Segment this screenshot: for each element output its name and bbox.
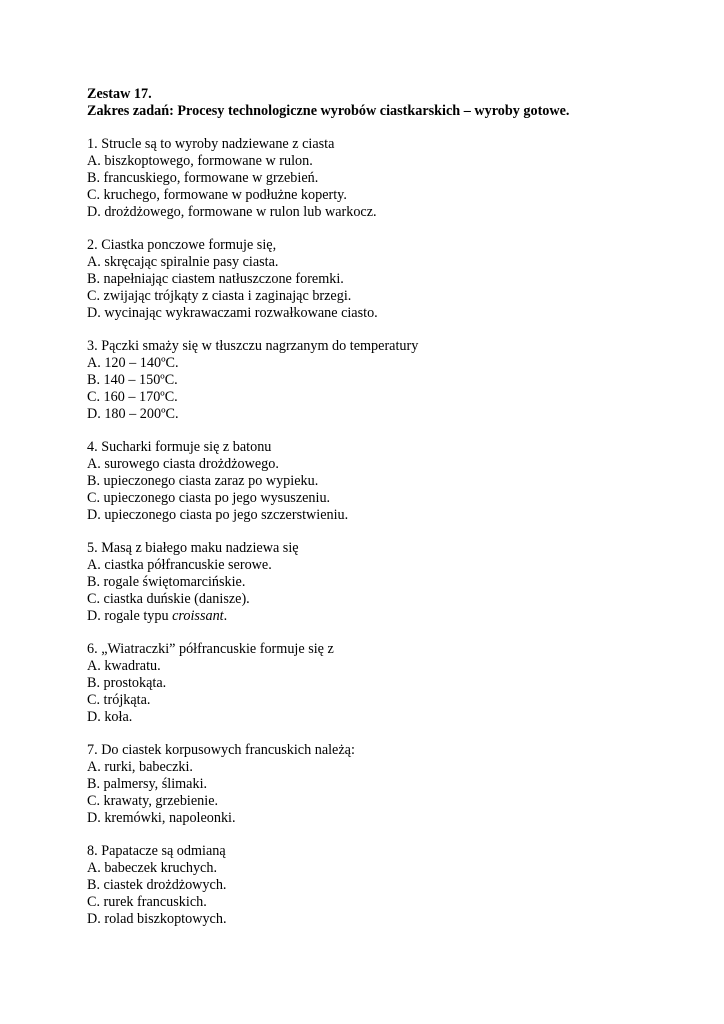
question-stem: 3. Pączki smaży się w tłuszczu nagrzanym do temperatury — [87, 338, 419, 354]
answer-option-b: B. ciastek drożdżowych. — [87, 877, 227, 893]
answer-option-b: B. rogale świętomarcińskie. — [87, 574, 246, 590]
answer-option-c: C. zwijając trójkąty z ciasta i zaginając brzegi. — [87, 288, 352, 304]
answer-option-b: B. 140 – 150ºC. — [87, 372, 178, 388]
answer-option-c: C. 160 – 170ºC. — [87, 389, 178, 405]
answer-option-d-text: D. rogale typu — [87, 608, 173, 624]
question-5 — [87, 540, 687, 625]
question-stem: 8. Papatacze są odmianą — [87, 843, 226, 859]
answer-option-c: C. kruchego, formowane w podłużne koperty. — [87, 187, 347, 203]
answer-option-b: B. palmersy, ślimaki. — [87, 776, 208, 792]
question-stem: 7. Do ciastek korpusowych francuskich należą: — [87, 742, 355, 758]
answer-option-a: A. surowego ciasta drożdżowego. — [87, 456, 279, 472]
answer-option-a: A. 120 – 140ºC. — [87, 355, 179, 371]
question-stem: 6. „Wiatraczki” półfrancuskie formuje się z — [87, 641, 334, 657]
question-stem: 5. Masą z białego maku nadziewa się — [87, 540, 299, 556]
question-1 — [87, 136, 687, 221]
answer-option-a: A. babeczek kruchych. — [87, 860, 217, 876]
answer-option-c: C. krawaty, grzebienie. — [87, 793, 219, 809]
answer-option-c: C. rurek francuskich. — [87, 894, 207, 910]
answer-option-a: A. kwadratu. — [87, 658, 161, 674]
answer-option-b: B. prostokąta. — [87, 675, 167, 691]
question-4 — [87, 439, 687, 524]
answer-option-d: D. 180 – 200ºC. — [87, 406, 179, 422]
scope-heading: Zakres zadań: Procesy technologiczne wyrobów ciastkarskich – wyroby gotowe. — [87, 103, 570, 119]
question-2 — [87, 237, 687, 322]
option-end-period: . — [223, 608, 228, 624]
answer-option-a: A. biszkoptowego, formowane w rulon. — [87, 153, 313, 169]
question-7 — [87, 742, 687, 827]
answer-option-d: D. upieczonego ciasta po jego szczerstwieniu. — [87, 507, 349, 523]
answer-option-d: D. kremówki, napoleonki. — [87, 810, 236, 826]
question-stem: 1. Strucle są to wyroby nadziewane z ciasta — [87, 136, 335, 152]
answer-option-d: D. wycinając wykrawaczami rozwałkowane ciasto. — [87, 305, 378, 321]
answer-option-c: C. trójkąta. — [87, 692, 151, 708]
question-3 — [87, 338, 687, 423]
italic-term: croissant — [172, 608, 224, 624]
answer-option-c: C. upieczonego ciasta po jego wysuszeniu. — [87, 490, 331, 506]
answer-option-c: C. ciastka duńskie (danisze). — [87, 591, 250, 607]
question-6 — [87, 641, 687, 726]
answer-option-b: B. napełniając ciastem natłuszczone foremki. — [87, 271, 344, 287]
question-8 — [87, 843, 687, 928]
document-page — [87, 86, 687, 928]
answer-option-d: D. drożdżowego, formowane w rulon lub warkocz. — [87, 204, 377, 220]
answer-option-a: A. ciastka półfrancuskie serowe. — [87, 557, 272, 573]
question-stem: 2. Ciastka ponczowe formuje się, — [87, 237, 277, 253]
answer-option-b: B. upieczonego ciasta zaraz po wypieku. — [87, 473, 319, 489]
question-stem: 4. Sucharki formuje się z batonu — [87, 439, 272, 455]
answer-option-a: A. rurki, babeczki. — [87, 759, 193, 775]
answer-option-d: D. rolad biszkoptowych. — [87, 911, 227, 927]
answer-option-d — [87, 608, 687, 625]
answer-option-b: B. francuskiego, formowane w grzebień. — [87, 170, 319, 186]
set-title: Zestaw 17. — [87, 86, 152, 102]
answer-option-a: A. skręcając spiralnie pasy ciasta. — [87, 254, 279, 270]
answer-option-d: D. koła. — [87, 709, 133, 725]
